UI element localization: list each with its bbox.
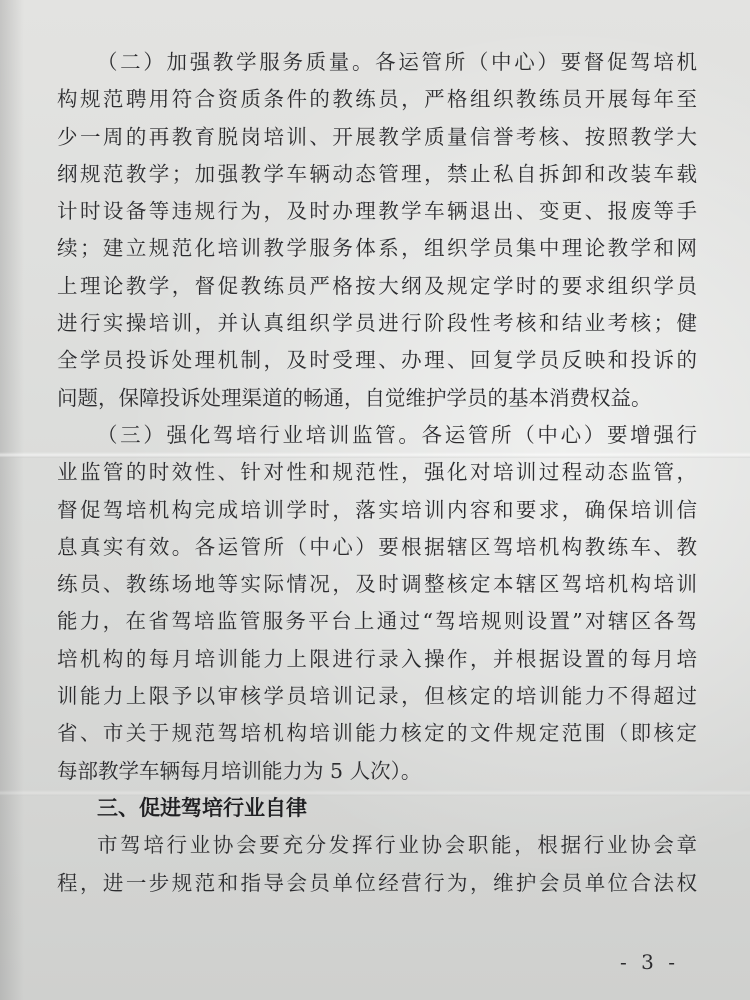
text-line: 督促驾培机构完成培训学时，落实培训内容和要求，确保培训信 xyxy=(57,497,697,522)
text-line: 程，进一步规范和指导会员单位经营行为，维护会员单位合法权 xyxy=(57,870,697,895)
text-line: 市驾培行业协会要充分发挥行业协会职能，根据行业协会章 xyxy=(97,833,697,858)
text-line: （三）强化驾培行业培训监管。各运管所（中心）要增强行 xyxy=(97,422,697,447)
text-line: 纲规范教学；加强教学车辆动态管理，禁止私自拆卸和改装车载 xyxy=(57,161,697,186)
text-line: 培机构的每月培训能力上限进行录入操作，并根据设置的每月培 xyxy=(57,646,697,671)
text-line: 训能力上限予以审核学员培训记录，但核定的培训能力不得超过 xyxy=(57,684,697,709)
text-line: 构规范聘用符合资质条件的教练员，严格组织教练员开展每年至 xyxy=(57,87,697,112)
text-line: 续；建立规范化培训教学服务体系，组织学员集中理论教学和网 xyxy=(57,236,697,261)
text-line: 业监管的时效性、针对性和规范性，强化对培训过程动态监管， xyxy=(57,460,697,485)
text-line: 能力，在省驾培监管服务平台上通过“驾培规则设置”对辖区各驾 xyxy=(57,609,697,634)
paragraph-enhance-teaching-quality xyxy=(57,44,697,417)
text-line: 问题，保障投诉处理渠道的畅通，自觉维护学员的基本消费权益。 xyxy=(57,385,652,410)
paragraph-strengthen-supervision xyxy=(57,417,697,790)
text-line: 省、市关于规范驾培机构培训能力核定的文件规定范围（即核定 xyxy=(57,721,697,746)
text-line: 练员、教练场地等实际情况，及时调整核定本辖区驾培机构培训 xyxy=(57,572,697,597)
section-heading: 三、促进驾培行业自律 xyxy=(97,795,307,820)
text-line: 每部教学车辆每月培训能力为 5 人次）。 xyxy=(57,758,422,783)
text-line: （二）加强教学服务质量。各运管所（中心）要督促驾培机 xyxy=(97,50,697,74)
page-edge-shadow xyxy=(0,0,24,1000)
text-line: 计时设备等违规行为，及时办理教学车辆退出、变更、报废等手 xyxy=(57,199,697,224)
paragraph-industry-association xyxy=(57,827,697,902)
text-line: 进行实操培训，并认真组织学员进行阶段性考核和结业考核；健 xyxy=(57,311,697,336)
text-line: 少一周的再教育脱岗培训、开展教学质量信誉考核、按照教学大 xyxy=(57,124,697,149)
text-line: 上理论教学，督促教练员严格按大纲及规定学时的要求组织学员 xyxy=(57,273,697,298)
page-number: - 3 - xyxy=(620,950,679,974)
text-line: 息真实有效。各运管所（中心）要根据辖区驾培机构教练车、教 xyxy=(57,534,697,559)
text-line: 全学员投诉处理机制，及时受理、办理、回复学员反映和投诉的 xyxy=(57,348,697,373)
document-body xyxy=(57,44,697,902)
